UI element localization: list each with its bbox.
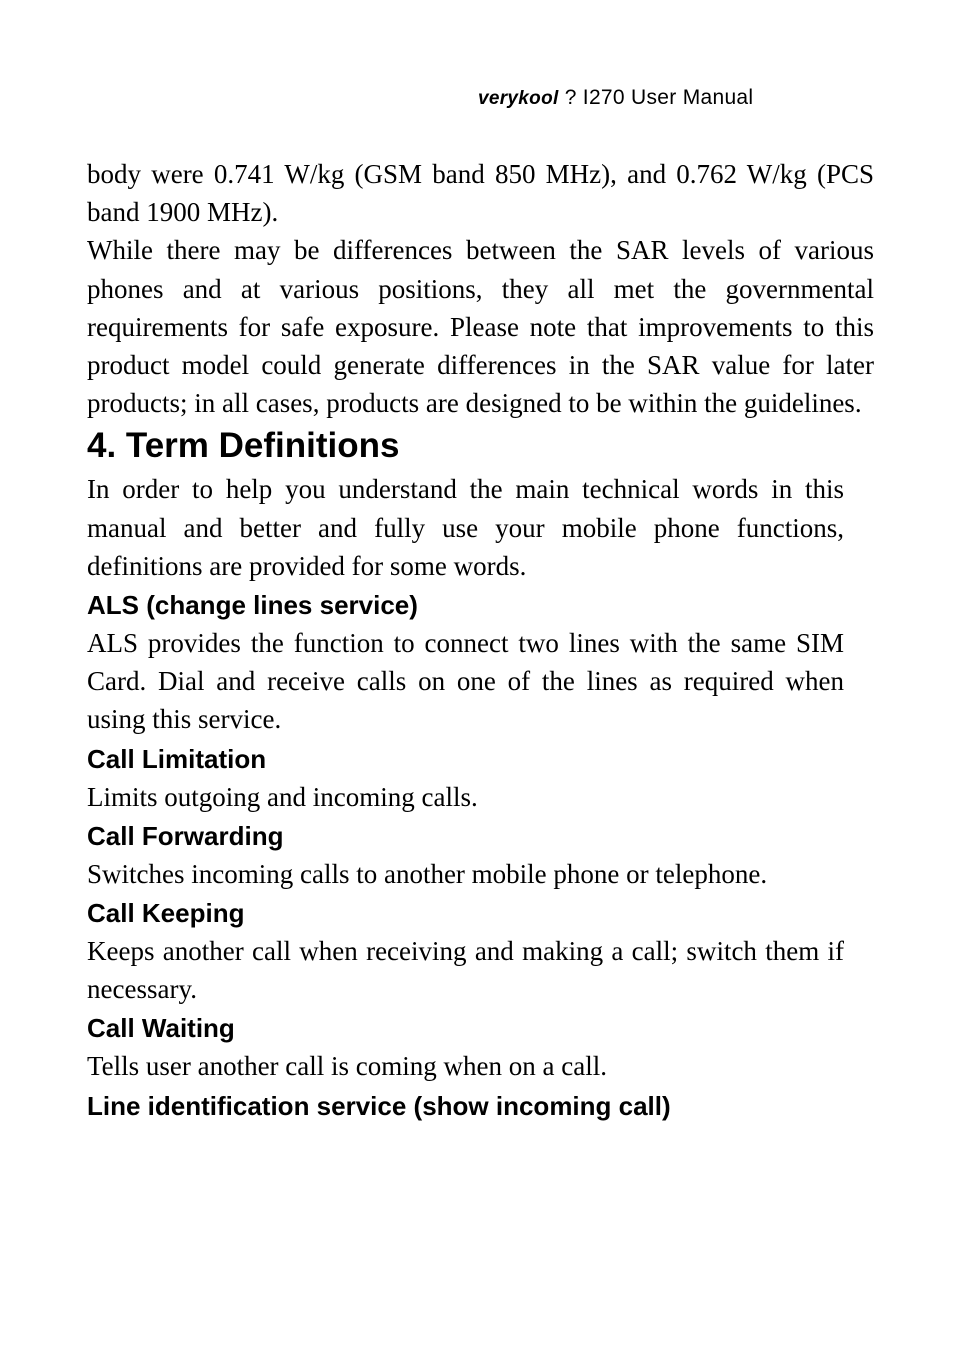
header-brand: verykool [478,88,559,109]
section-intro: In order to help you understand the main technical words in this manual and better and fully use your mobile phone functions, definitions are provided for some words. [87,474,844,581]
term-title-als: ALS (change lines service) [87,590,418,621]
term-title-line-identification: Line identification service (show incoming call) [87,1090,671,1121]
page-header [478,86,753,110]
term-body-als: ALS provides the function to connect two lines with the same SIM Card. Dial and receive calls on one of the lines as required when using this service. [87,628,844,735]
page-content [87,155,874,1125]
header-title: ? I270 User Manual [558,86,754,109]
intro-paragraph-sar-differences: While there may be differences between the SAR levels of various phones and at various positions, they all met the governmental requirements for safe exposure. Please note that improvements to this product model could generate differences in the SAR value for later products; in all cases, products are designed to be within the guidelines. [87,235,874,419]
term-title-call-forwarding: Call Forwarding [87,820,284,851]
term-body-call-limitation: Limits outgoing and incoming calls. [87,781,478,812]
term-title-call-keeping: Call Keeping [87,898,245,929]
intro-paragraph-sar-values: body were 0.741 W/kg (GSM band 850 MHz), and 0.762 W/kg (PCS band 1900 MHz). [87,159,874,228]
term-title-call-waiting: Call Waiting [87,1013,235,1044]
term-body-call-keeping: Keeps another call when receiving and making a call; switch them if necessary. [87,936,844,1005]
term-body-call-forwarding: Switches incoming calls to another mobile phone or telephone. [87,858,768,889]
term-title-call-limitation: Call Limitation [87,743,267,774]
term-body-call-waiting: Tells user another call is coming when on a call. [87,1051,607,1082]
section-title: 4. Term Definitions [87,426,400,466]
